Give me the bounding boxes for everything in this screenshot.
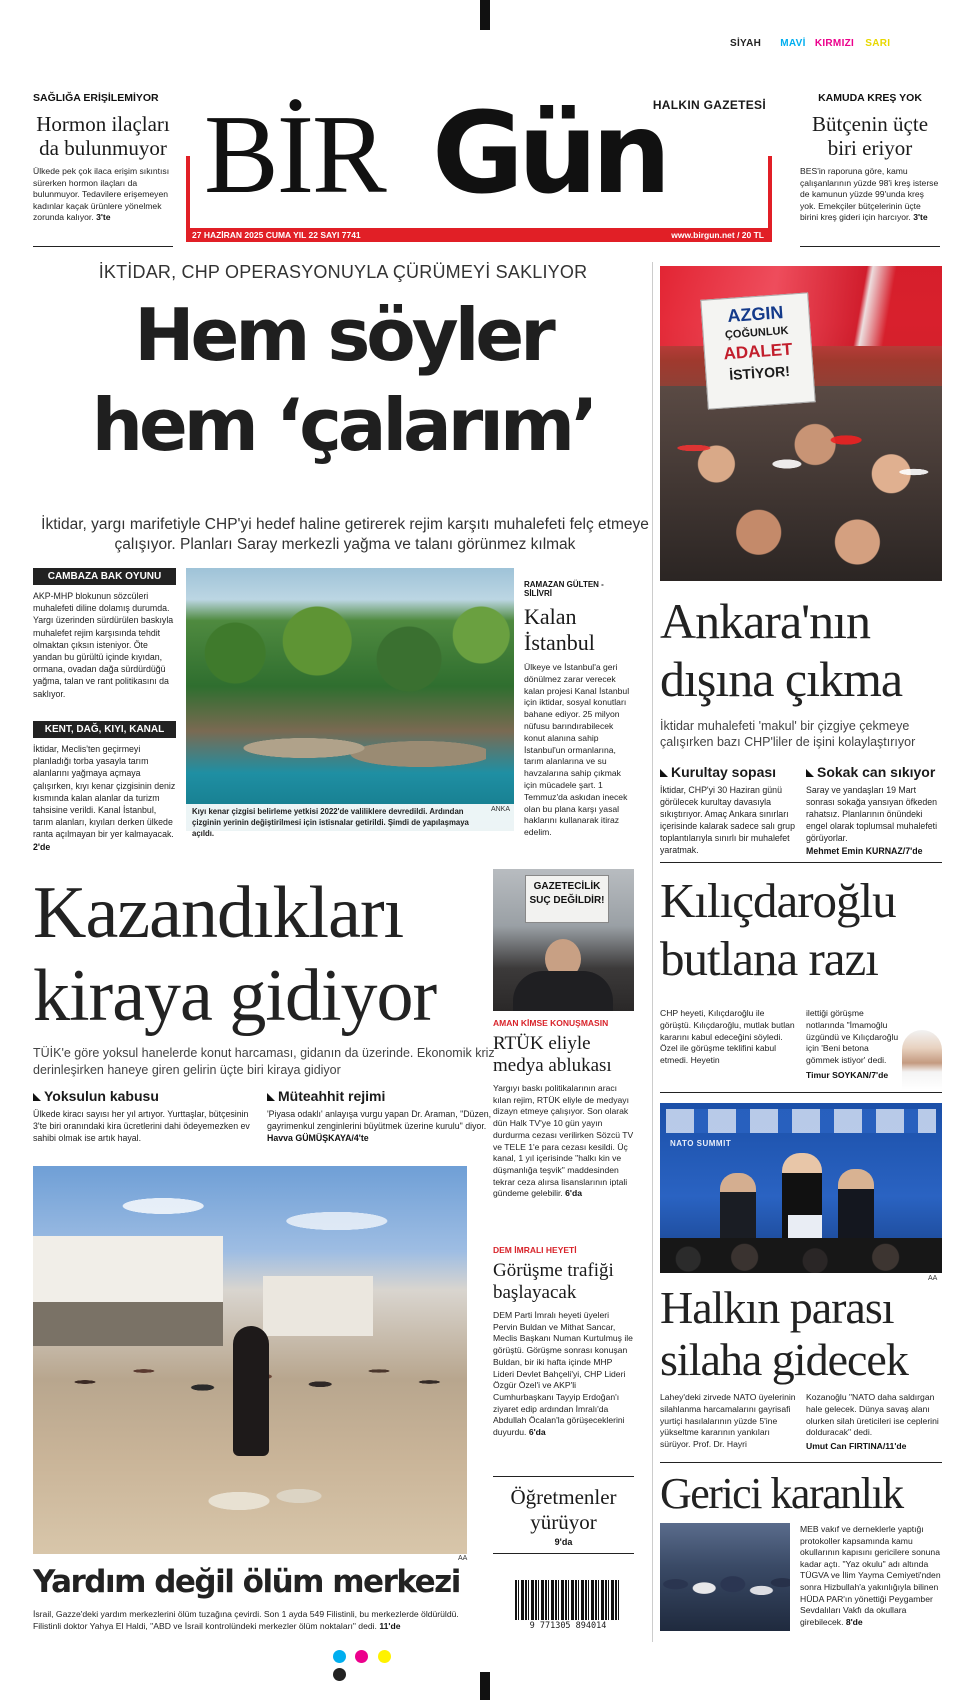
kent-text: İktidar, Meclis'ten geçirmeyi planladığı torba yasayla tarım alanlarını yağmaya açmaya çalışırken, kıyı kenar çizgisinin deniz kısmında kalan alanlar da turizm tahsisine verildi. Kanal İstanbul, tarım alanları, kıyıları derken ülkede ranta açılmayan bir yer kalmayacak.	[33, 744, 176, 840]
color-magenta-label: KIRMIZI	[814, 38, 855, 49]
protest-sign-line-2: ÇOĞUNLUK	[724, 324, 789, 342]
left-teaser-headline: Hormon ilaçları da bulunmuyor	[36, 112, 170, 160]
kilicdaroglu-headline-1: Kılıçdaroğlu	[660, 873, 896, 928]
nato-banner: NATO SUMMIT	[670, 1139, 732, 1148]
kazandiklari-author: Havva GÜMÜŞKAYA/4'te	[267, 1133, 369, 1143]
journalist-sign-line-1: GAZETECİLİK	[533, 881, 601, 892]
cambaza-body: AKP-MHP blokunun sözcüleri muhalefeti diline dolamış durumda. Yargı üzerinden sürdürülen baskıyla muhalefet rejim karşısında tehdit olmaktan çıksın isteniyor. Öte yandan bu gürültü içinde kıyıdan, ormana, ovadan dağa sürdürdüğü yağma, talan ve rant politikasını da saklıyor.	[33, 591, 174, 699]
kazandiklari-sub1-title-row	[33, 1088, 261, 1104]
kent-body	[33, 743, 176, 853]
dem-column	[493, 1245, 634, 1439]
kilicdaroglu-author: Timur SOYKAN/7'de	[806, 1069, 889, 1080]
barcode-bars	[515, 1580, 621, 1620]
ankara-sub1-title: Kurultay sopası	[671, 764, 777, 780]
dem-kicker: DEM İMRALI HEYETİ	[493, 1245, 577, 1255]
kazandiklari-headline-2: kiraya gidiyor	[33, 955, 437, 1037]
color-cyan-label: MAVİ	[780, 38, 806, 49]
red-caps	[660, 416, 942, 496]
ankara-sub2-body: Saray ve yandaşları 19 Mart sonrası sokağa yansıyan öfkeden rahatsız. Planlarının önündeki engel olarak toplumsal muhalefeti görüyorlar.	[806, 785, 938, 843]
ankara-deck: İktidar muhalefeti 'makul' bir çizgiye çekmeye çalışırken bazı CHP'liler de işini kolaylaştırıyor	[660, 719, 916, 749]
coast-credit: ANKA	[490, 806, 510, 813]
masthead	[186, 89, 772, 240]
ogretmenler-headline: Öğretmenler yürüyor	[510, 1485, 617, 1534]
rtuk-headline: RTÜK eliyle medya ablukası	[493, 1033, 612, 1076]
halkin-col2	[806, 1392, 942, 1451]
kilicdaroglu-col2	[806, 1008, 902, 1080]
dem-body	[493, 1310, 634, 1439]
coast-rocks	[226, 718, 486, 778]
left-teaser-text: Ülkede pek çok ilaca erişim sıkıntısı sürerken hormon ilaçları da bulunmuyor. Tedavilere erişemeyen kadınlar kaçak ürünlere yönelmek zorunda kalıyor.	[33, 166, 170, 222]
rtuk-column	[493, 1018, 634, 1200]
journalist-sign	[525, 875, 609, 923]
right-teaser	[800, 92, 940, 224]
color-dots	[333, 1650, 413, 1664]
masthead-red-frame-left	[186, 156, 190, 232]
left-teaser-kicker: SAĞLIĞA ERİŞİLEMİYOR	[33, 92, 159, 104]
masthead-date: 27 HAZİRAN 2025 CUMA YIL 22 SAYI 7741	[192, 230, 361, 240]
right-teaser-ref: 3'te	[913, 212, 928, 222]
ankara-sub2	[806, 764, 942, 856]
kilicdaroglu-block	[660, 872, 942, 988]
gerici-figures	[660, 1553, 790, 1631]
journalist-coat	[513, 971, 613, 1011]
halkin-body-2: Kozanoğlu "NATO daha saldırgan hale gelecek. Dünya savaş alanı olurken silah üreticileri ise ceplerini dolduracak" dedi.	[806, 1392, 939, 1438]
protest-sign	[700, 292, 815, 409]
coast-trees	[186, 593, 514, 713]
logo-gun: Gün	[432, 89, 666, 219]
left-teaser-rule	[33, 246, 173, 247]
dot-black	[333, 1668, 346, 1681]
kazandiklari-deck: TÜİK'e göre yoksul hanelerde konut harcaması, gidanın da üzerinde. Ekonomik kriz derinleşirken haneye giren gelirin üçte biri kiraya gidiyor	[33, 1046, 495, 1077]
kent-box	[33, 721, 176, 853]
journalist-sign-line-2: SUÇ DEĞİLDİR!	[529, 895, 605, 906]
kilicdaroglu-rule	[660, 1092, 942, 1093]
halkin-block	[660, 1282, 942, 1386]
yardim-body	[33, 1609, 473, 1632]
halkin-body-1: Lahey'deki zirvede NATO üyelerinin silahlanma harcamalarını gayrisafi yurtiçi hasılalarının yüzde 5'ine yükseltme kararının yankıları sürüyor. Prof. Dr. Hayri	[660, 1392, 796, 1450]
lead-headline-1: Hem söyler	[134, 293, 552, 377]
cambaza-label: CAMBAZA BAK OYUNU	[33, 568, 176, 585]
gerici-headline: Gerici karanlık	[660, 1469, 903, 1518]
rtuk-text: Yargıyı baskı politikalarının aracı kılan rejim, RTÜK eliyle de medyayı dizayn etmeye çalışıyor. Son olarak dün Halk TV'ye 10 gün yayın durdurma cezası verilirken Sözcü TV ve TELE 1'e para cezası kesildi. Üç kanal, 1 yıl içerisinde "halkı kin ve düşmanlığa teşvik" maddesinden tekrar ceza alırsa lisanslarının iptali gündeme gelebilir.	[493, 1083, 634, 1199]
right-teaser-body	[800, 166, 940, 224]
right-teaser-headline: Bütçenin üçte biri eriyor	[811, 112, 929, 160]
journalist-photo	[493, 869, 634, 1011]
ankara-sub1-title-row	[660, 764, 796, 780]
dot-magenta	[355, 1650, 368, 1663]
ankara-sub1	[660, 764, 796, 856]
masthead-web: www.birgun.net / 20 TL	[671, 230, 764, 240]
barcode	[515, 1580, 621, 1632]
kazandiklari-sub2-title: Müteahhit rejimi	[278, 1088, 386, 1104]
gerici-text: MEB vakıf ve derneklerle yaptığı protokoller kapsamında kamu okullarının kapısını gericilere sonuna kadar açtı. "Yaz okulu" adı altında TÜGVA ve İlim Yayma Cemiyeti'nden sonra Hizbullah'a yakınlığıyla bilinen HÜDA PAR'ın yönettiği Peygamber Sevdalıları Vakfı da okullara girebilecek.	[800, 1524, 941, 1627]
lead-headline-2: hem ‘çalarım’	[91, 383, 595, 467]
ankara-sub2-title: Sokak can sıkıyor	[817, 764, 936, 780]
kazandiklari-sub2-body	[267, 1108, 499, 1144]
audience	[660, 1238, 942, 1273]
dem-headline: Görüşme trafiği başlayacak	[493, 1260, 614, 1303]
coast-caption: Kıyı kenar çizgisi belirleme yetkisi 2022'de valiliklere devredildi. Ardından çizginin yerinin değiştirilmesi için istisnalar getirildi. Şimdi de yapılaşmaya açıldı.	[192, 807, 469, 838]
ogretmenler-ref: 9'da	[554, 1537, 573, 1547]
kalan-body: Ülkeye ve İstanbul'a geri dönülmez zarar verecek kalan projesi Kanal İstanbul için iktidar, sosyal konutları bahane ediyor. 25 milyon nüfusu barındırabilecek konut alanına sahip İstanbul'un ormanlarına, tarım alanlarına ve su havzalarına sahip çıkmak için mücadele şart. 1 Temmuz'da askıdan inecek olan bu plana karşı yasal haklarını kullanarak itiraz edelim.	[524, 662, 630, 838]
color-black-label: SİYAH	[730, 38, 762, 49]
triangle-icon	[33, 1093, 41, 1101]
kazandiklari-sub1-body: Ülkede kiracı sayısı her yıl artıyor. Yurttaşlar, bütçesinin 3'te biri oranındaki kira ücretlerini dahi ödeyemezken ev sahibi olmak ise artık hayal.	[33, 1109, 250, 1143]
cambaza-box	[33, 568, 176, 700]
protest-sign-line-3: ADALET	[722, 339, 794, 364]
gaza-credit: AA	[458, 1555, 468, 1562]
yardim-ref: 11'de	[379, 1620, 401, 1631]
gerici-photo	[660, 1523, 790, 1631]
kilicdaroglu-body-1: CHP heyeti, Kılıçdaroğlu ile görüştü. Kılıçdaroğlu, mutlak butlan kararını kabul edeceğini söyledi. Özel ile görüşme teklifini kabul etmedi. Heyetin	[660, 1008, 795, 1066]
kazandiklari-sub1-title: Yoksulun kabusu	[44, 1088, 159, 1104]
nato-credit: AA	[928, 1275, 938, 1282]
masthead-slogan: HALKIN GAZETESİ	[652, 98, 766, 112]
halkin-rule	[660, 1462, 942, 1463]
halkin-headline-2: silaha gidecek	[660, 1334, 908, 1385]
yardim-text: İsrail, Gazze'deki yardım merkezlerini ölüm tuzağına çevirdi. Son 1 ayda 549 Filistinli, bu merkezlerde öldürüldü. Filistinli doktor Yahya El Haldi, "ABD ve İsrail kontrolündeki merkezler ölüm noktaları" dedi.	[33, 1609, 459, 1631]
right-teaser-text: BES'in raporuna göre, kamu çalışanlarının yüzde 98'i kreş isterse de kamunun yüzde 99'unda kreş yok. Emekçiler bütçelerinin üçte birini kreş gideri için harcıyor.	[800, 166, 939, 222]
kalan-column	[524, 580, 634, 839]
left-teaser-body	[33, 166, 173, 224]
left-teaser	[33, 92, 173, 224]
ankara-headline: Ankara'nın dışına çıkma	[660, 593, 903, 707]
protest-sign-line-1: AZGIN	[726, 302, 785, 327]
color-yellow-label: SARI	[865, 38, 891, 49]
kalan-headline: Kalan İstanbul	[524, 604, 595, 655]
lead-deck: İktidar, yargı marifetiyle CHP'yi hedef haline getirerek rejim karşıtı muhalefeti felç etmeye çalışıyor. Planları Saray merkezli yağma ve talanı görünmez kılmak	[41, 516, 649, 553]
ankara-sub2-title-row	[806, 764, 942, 780]
ankara-rule	[660, 862, 942, 863]
rtuk-body	[493, 1083, 634, 1200]
dot-cyan	[333, 1650, 346, 1663]
ankara-author: Mehmet Emin KURNAZ/7'de	[806, 846, 923, 856]
kazandiklari-sub2	[267, 1088, 499, 1144]
rtuk-kicker: AMAN KİMSE KONUŞMASIN	[493, 1018, 609, 1028]
triangle-icon	[806, 769, 814, 777]
nato-photo	[660, 1103, 942, 1273]
author-avatar	[902, 1030, 942, 1090]
left-teaser-ref: 3'te	[96, 212, 111, 222]
gaza-figure	[233, 1326, 269, 1456]
gerici-body	[800, 1524, 942, 1628]
logo-bir: BİR	[204, 93, 385, 217]
protest-sign-line-4: İSTİYOR!	[728, 362, 791, 384]
triangle-icon	[660, 769, 668, 777]
triangle-icon	[267, 1093, 275, 1101]
gaza-stones	[203, 1476, 323, 1526]
halkin-headline-1: Halkın parası	[660, 1282, 894, 1333]
crop-mark-bottom	[480, 1672, 490, 1700]
kent-ref: 2'de	[33, 841, 51, 852]
print-colors	[730, 38, 890, 49]
dot-yellow	[378, 1650, 391, 1663]
kalan-kicker: RAMAZAN GÜLTEN - SİLİVRİ	[524, 580, 604, 598]
halkin-author: Umut Can FIRTINA/11'de	[806, 1441, 907, 1452]
col-divider-1	[652, 262, 653, 1642]
kent-label: KENT, DAĞ, KIYI, KANAL	[33, 721, 176, 738]
kazandiklari-sub1	[33, 1088, 261, 1144]
right-teaser-rule	[800, 246, 940, 247]
barcode-digits: 9 771305 894014	[529, 1621, 607, 1631]
ankara-block	[660, 592, 942, 750]
yardim-headline: Yardım değil ölüm merkezi	[33, 1564, 460, 1600]
right-teaser-kicker: KAMUDA KREŞ YOK	[818, 92, 922, 104]
kazandiklari-headline-1: Kazandıkları	[33, 872, 404, 954]
dem-text: DEM Parti İmralı heyeti üyeleri Pervin Buldan ve Mithat Sancar, Meclis Başkanı Numan Kurtulmuş ile görüştü. Görüşme sonrası konuşan Buldan, bir iki hafta içinde MHP Lideri Devlet Bahçeli'yi, CHP Lideri Özgür Özel'i ve AKP'li Cumhurbaşkanı Tayyip Erdoğan'ı ziyaret edip ardından İmralı'da Abdullah Öcalan'la görüşeceklerini duyurdu.	[493, 1310, 633, 1438]
gaza-photo	[33, 1166, 467, 1554]
dem-ref: 6'da	[528, 1427, 546, 1438]
coast-photo	[186, 568, 514, 838]
crop-mark-top	[480, 0, 490, 30]
lead-kicker: İKTİDAR, CHP OPERASYONUYLA ÇÜRÜMEYİ SAKLIYOR	[98, 262, 588, 282]
kazandiklari-sub2-text: 'Piyasa odaklı' anlayışa vurgu yapan Dr. Araman, "Düzen, gayrimenkul zenginlerini büyütmek üzerine kurulu" diyor.	[267, 1109, 492, 1131]
gerici-ref: 8'de	[845, 1616, 863, 1627]
kazandiklari-sub2-title-row	[267, 1088, 499, 1104]
ankara-sub1-body: İktidar, CHP'yi 30 Haziran günü görülecek kurultay davasıyla sıkıştırıyor. Amaç Ankara sınırları içerisinde kalarak sadece salı grup toplantılarıyla sınırlı bir muhalefet yaratmak.	[660, 785, 795, 855]
nato-banner-row	[666, 1109, 936, 1133]
kilicdaroglu-body-2: ilettiği görüşme notlarında "İmamoğlu üzgündü ve Kılıçdaroğlu için 'Beni betona gömmek istiyor' dedi.	[806, 1008, 899, 1066]
kilicdaroglu-headline-2: butlana razı	[660, 931, 878, 986]
rtuk-ref: 6'da	[565, 1188, 583, 1199]
protest-photo	[660, 266, 942, 581]
ogretmenler-box	[493, 1476, 634, 1554]
